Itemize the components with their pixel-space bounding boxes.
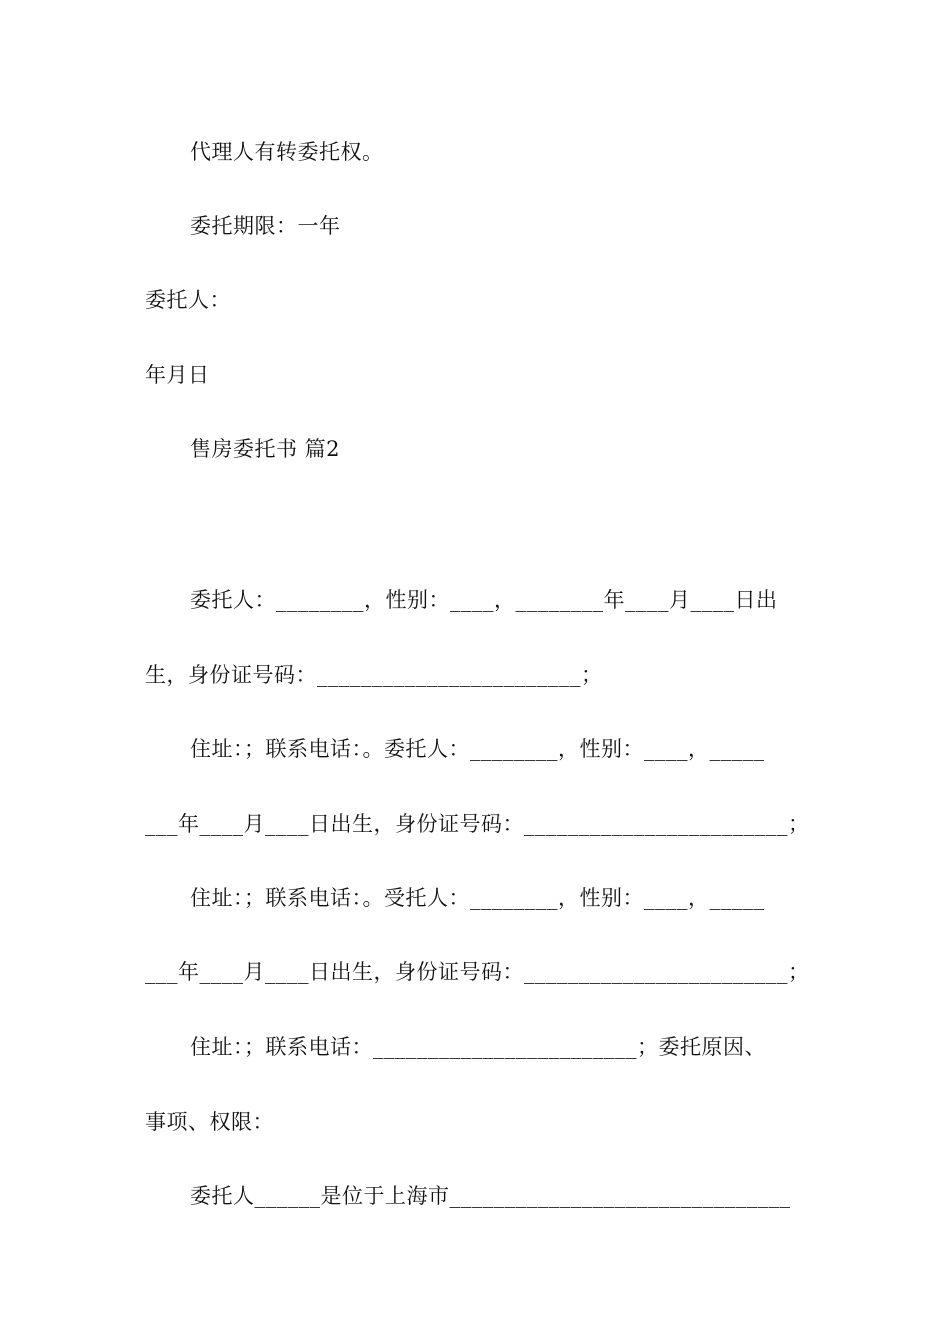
text-line-principal-2-id: ___年____月____日出生，身份证号码：________________________；: [145, 812, 810, 836]
text-line-date: 年月日: [145, 363, 210, 387]
text-line-matters: 事项、权限：: [145, 1110, 274, 1134]
section-title: 售房委托书 篇2: [190, 437, 341, 461]
text-line-proxy-authority: 代理人有转委托权。: [190, 140, 384, 164]
text-line-property: 委托人______是位于上海市_______________________________: [190, 1184, 791, 1208]
text-line-term: 委托期限：一年: [190, 214, 341, 238]
text-line-principal-1: 委托人：________，性别：____，________年____月____日出: [190, 588, 778, 612]
text-line-agent: 住址：；联系电话：。受托人：________，性别：____，_____: [190, 886, 765, 910]
text-line-principal-2: 住址：；联系电话：。委托人：________，性别：____，_____: [190, 737, 765, 761]
text-line-agent-id: ___年____月____日出生，身份证号码：________________________；: [145, 960, 810, 984]
text-line-principal-1-id: 生，身份证号码：________________________；: [145, 663, 603, 687]
text-line-agent-address: 住址：；联系电话：________________________；委托原因、: [190, 1035, 766, 1059]
text-line-principal-sign: 委托人：: [145, 288, 231, 312]
